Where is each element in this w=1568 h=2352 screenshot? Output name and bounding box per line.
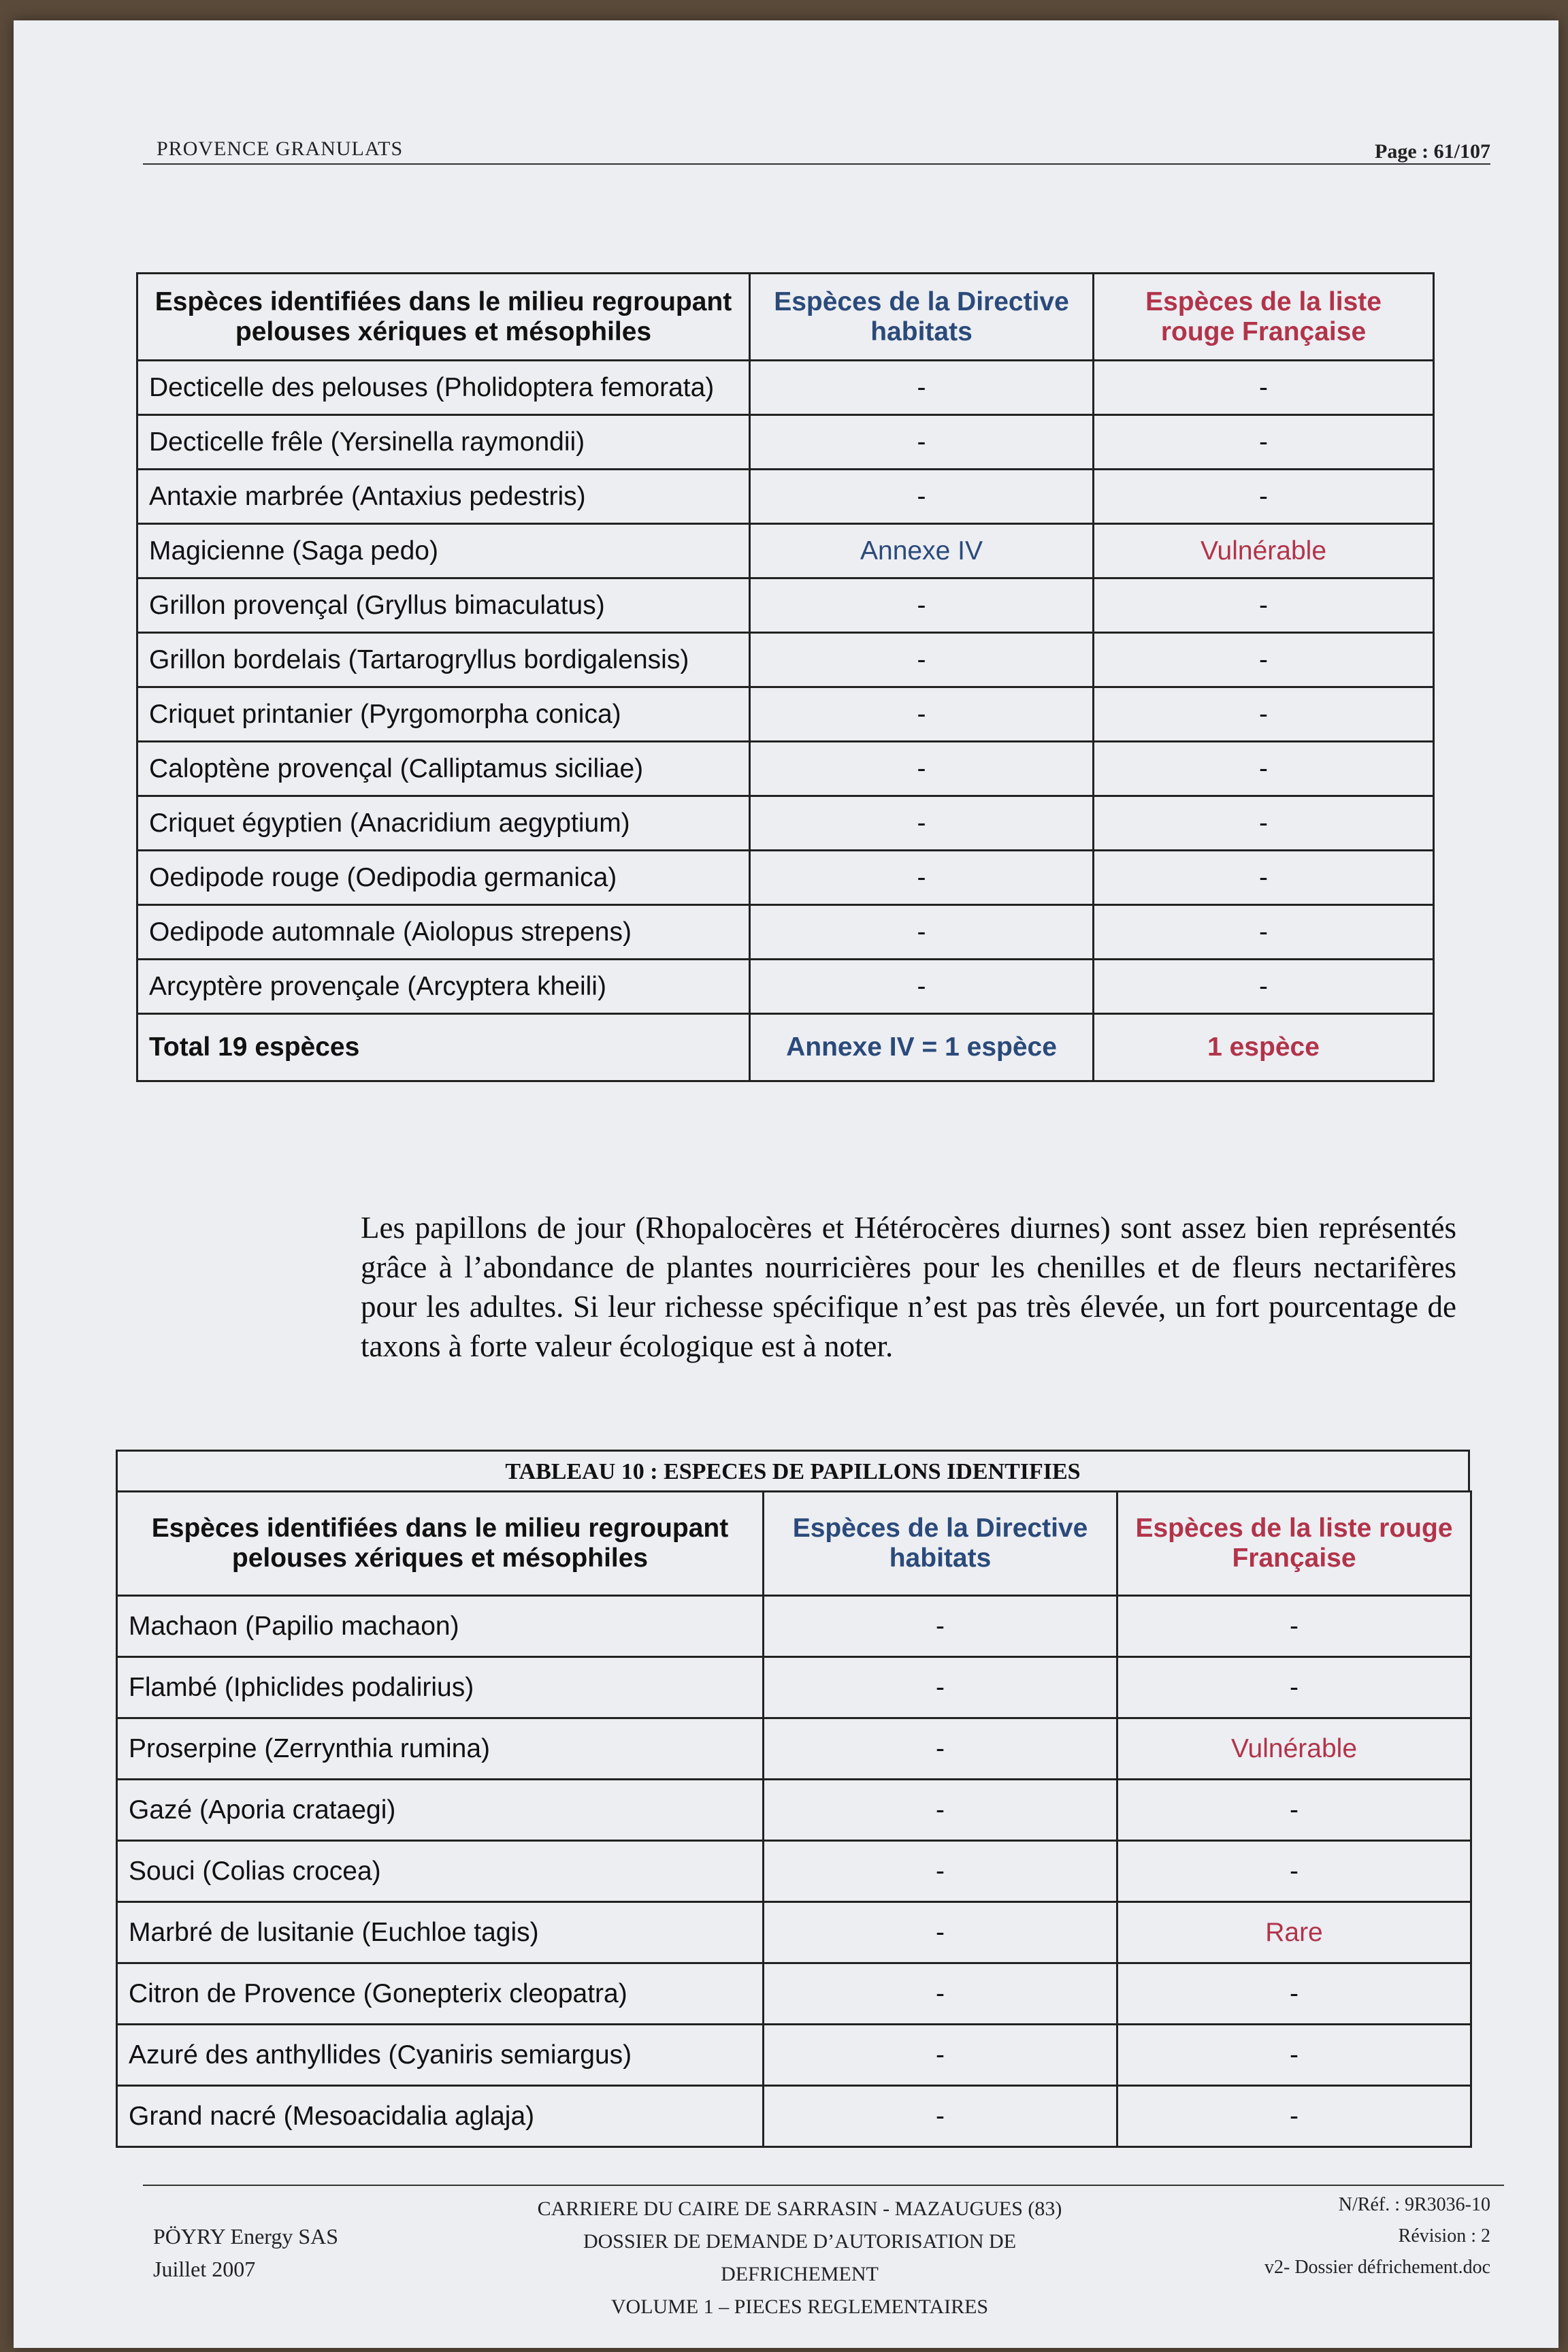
table-header-row — [137, 274, 1434, 361]
footer-left — [153, 2220, 338, 2285]
table-header-row — [117, 1492, 1471, 1596]
directive-value: - — [750, 960, 1094, 1014]
table-row — [117, 1657, 1471, 1718]
species-name: Azuré des anthyllides (Cyaniris semiargus) — [117, 2025, 764, 2086]
directive-value: - — [750, 905, 1094, 960]
species-name: Gazé (Aporia crataegi) — [117, 1780, 764, 1841]
directive-value: - — [764, 1718, 1117, 1780]
table-row — [137, 578, 1434, 633]
directive-value: - — [764, 2025, 1117, 2086]
directive-value: - — [750, 361, 1094, 415]
liste-value: - — [1117, 2025, 1471, 2086]
species-name: Citron de Provence (Gonepterix cleopatra) — [117, 1963, 764, 2025]
table-row — [137, 796, 1434, 851]
table-row — [137, 742, 1434, 796]
table-row — [117, 2086, 1471, 2147]
liste-value: - — [1094, 796, 1434, 851]
species-name: Machaon (Papilio machaon) — [117, 1596, 764, 1657]
species-name: Decticelle des pelouses (Pholidoptera femorata) — [137, 361, 750, 415]
table-row — [137, 470, 1434, 524]
liste-value: - — [1094, 960, 1434, 1014]
liste-value: - — [1094, 687, 1434, 742]
table-row — [137, 524, 1434, 578]
liste-value: - — [1094, 742, 1434, 796]
directive-value: - — [764, 2086, 1117, 2147]
liste-value: - — [1117, 1841, 1471, 1902]
table-caption: TABLEAU 10 : ESPECES DE PAPILLONS IDENTIFIES — [116, 1450, 1470, 1490]
species-name: Caloptène provençal (Calliptamus siciliae) — [137, 742, 750, 796]
table-row — [137, 960, 1434, 1014]
table-row — [137, 361, 1434, 415]
header-liste: Espèces de la liste rouge Française — [1117, 1492, 1471, 1596]
liste-value: - — [1117, 1963, 1471, 2025]
species-name: Magicienne (Saga pedo) — [137, 524, 750, 578]
header-species: Espèces identifiées dans le milieu regroupant pelouses xériques et mésophiles — [117, 1492, 764, 1596]
directive-value: - — [750, 578, 1094, 633]
species-name: Grillon provençal (Gryllus bimaculatus) — [137, 578, 750, 633]
liste-value: - — [1094, 905, 1434, 960]
liste-value: - — [1117, 2086, 1471, 2147]
species-name: Oedipode rouge (Oedipodia germanica) — [137, 851, 750, 905]
liste-value: - — [1117, 1596, 1471, 1657]
body-paragraph: Les papillons de jour (Rhopalocères et Hétérocères diurnes) sont assez bien représentés grâce à l’abondance de plantes nourricières pour les chenilles et de fleurs nectarifères pour les adultes. Si leur richesse spécifique n’est pas très élevée, un fort pourcentage de taxons à forte valeur écologique est à noter. — [361, 1211, 1456, 1363]
document-page — [14, 20, 1558, 2348]
table-row — [137, 633, 1434, 687]
footer-revision: Révision : 2 — [1398, 2225, 1490, 2247]
directive-value: - — [750, 796, 1094, 851]
table-row — [137, 905, 1434, 960]
butterfly-table — [116, 1490, 1472, 2148]
species-name: Antaxie marbrée (Antaxius pedestris) — [137, 470, 750, 524]
species-name: Marbré de lusitanie (Euchloe tagis) — [117, 1902, 764, 1963]
liste-value: - — [1117, 1780, 1471, 1841]
species-name: Souci (Colias crocea) — [117, 1841, 764, 1902]
directive-value: - — [750, 415, 1094, 470]
directive-value: - — [750, 633, 1094, 687]
footer-company: PÖYRY Energy SAS — [153, 2224, 339, 2249]
directive-value: - — [764, 1902, 1117, 1963]
liste-value: - — [1094, 633, 1434, 687]
table-row — [117, 2025, 1471, 2086]
footer-date: Juillet 2007 — [153, 2257, 256, 2281]
liste-value: - — [1094, 578, 1434, 633]
species-name: Criquet égyptien (Anacridium aegyptium) — [137, 796, 750, 851]
footer-right — [1264, 2189, 1490, 2283]
liste-value: - — [1117, 1657, 1471, 1718]
footer-reference: N/Réf. : 9R3036-10 — [1338, 2194, 1490, 2215]
footer-center — [510, 2193, 1089, 2323]
orthoptera-table — [136, 272, 1435, 1082]
liste-value: Vulnérable — [1117, 1718, 1471, 1780]
table-row — [117, 1718, 1471, 1780]
directive-value: - — [750, 470, 1094, 524]
header-page-number: Page : 61/107 — [1375, 140, 1490, 163]
directive-value: - — [750, 687, 1094, 742]
table-row — [117, 1841, 1471, 1902]
header-company: PROVENCE GRANULATS — [157, 137, 404, 160]
footer-project: CARRIERE DU CAIRE DE SARRASIN - MAZAUGUES (83) — [537, 2198, 1062, 2220]
species-name: Criquet printanier (Pyrgomorpha conica) — [137, 687, 750, 742]
directive-value: Annexe IV — [750, 524, 1094, 578]
species-name: Decticelle frêle (Yersinella raymondii) — [137, 415, 750, 470]
table-row — [117, 1596, 1471, 1657]
species-name: Flambé (Iphiclides podalirius) — [117, 1657, 764, 1718]
directive-value: - — [764, 1841, 1117, 1902]
liste-value: Vulnérable — [1094, 524, 1434, 578]
species-name: Oedipode automnale (Aiolopus strepens) — [137, 905, 750, 960]
page-header — [143, 136, 1490, 165]
header-species: Espèces identifiées dans le milieu regroupant pelouses xériques et mésophiles — [137, 274, 750, 361]
liste-value: Rare — [1117, 1902, 1471, 1963]
total-liste: 1 espèce — [1094, 1014, 1434, 1081]
table-row — [137, 687, 1434, 742]
directive-value: - — [750, 742, 1094, 796]
liste-value: - — [1094, 361, 1434, 415]
table-row — [117, 1902, 1471, 1963]
directive-value: - — [764, 1963, 1117, 2025]
header-directive: Espèces de la Directive habitats — [750, 274, 1094, 361]
directive-value: - — [764, 1780, 1117, 1841]
header-directive: Espèces de la Directive habitats — [764, 1492, 1117, 1596]
species-name: Arcyptère provençale (Arcyptera kheili) — [137, 960, 750, 1014]
table-row — [137, 851, 1434, 905]
table-row — [117, 1780, 1471, 1841]
page-footer — [143, 2185, 1504, 2318]
species-name: Grillon bordelais (Tartarogryllus bordigalensis) — [137, 633, 750, 687]
liste-value: - — [1094, 470, 1434, 524]
species-name: Proserpine (Zerrynthia rumina) — [117, 1718, 764, 1780]
footer-dossier: DOSSIER DE DEMANDE D’AUTORISATION DE DEFRICHEMENT — [583, 2230, 1017, 2285]
liste-value: - — [1094, 415, 1434, 470]
directive-value: - — [764, 1657, 1117, 1718]
header-liste: Espèces de la liste rouge Française — [1094, 274, 1434, 361]
directive-value: - — [750, 851, 1094, 905]
directive-value: - — [764, 1596, 1117, 1657]
total-directive: Annexe IV = 1 espèce — [750, 1014, 1094, 1081]
table-total-row — [137, 1014, 1434, 1081]
liste-value: - — [1094, 851, 1434, 905]
species-name: Grand nacré (Mesoacidalia aglaja) — [117, 2086, 764, 2147]
footer-volume: VOLUME 1 – PIECES REGLEMENTAIRES — [610, 2296, 989, 2318]
total-label: Total 19 espèces — [137, 1014, 750, 1081]
table-row — [117, 1963, 1471, 2025]
table-row — [137, 415, 1434, 470]
footer-filename: v2- Dossier défrichement.doc — [1264, 2257, 1490, 2278]
